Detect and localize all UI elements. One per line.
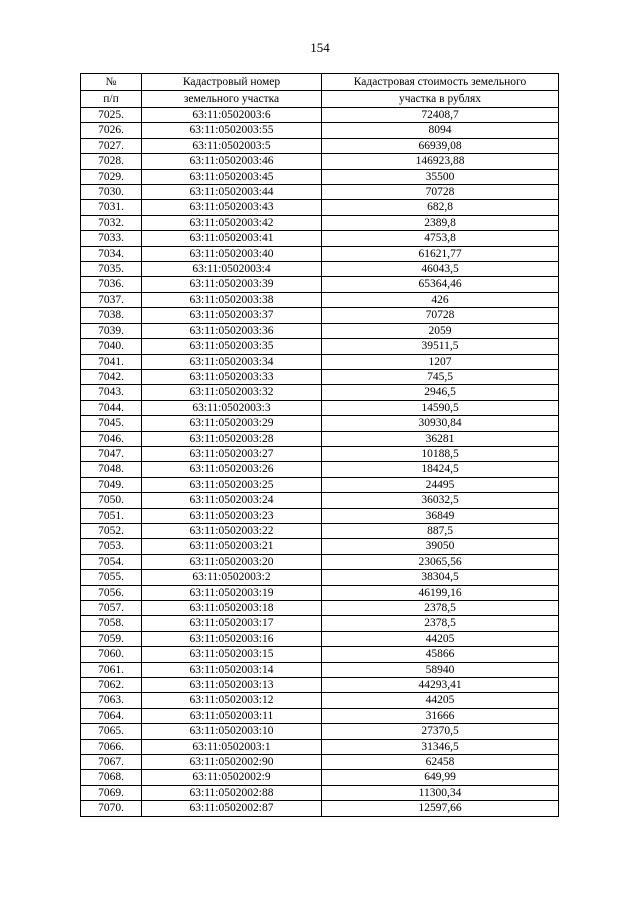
row-number-cell: 7039. — [81, 323, 142, 338]
cadastral-number-cell: 63:11:0502003:29 — [142, 416, 322, 431]
table-row — [81, 339, 559, 354]
table-row — [81, 539, 559, 554]
table-body — [81, 108, 559, 817]
table-row — [81, 601, 559, 616]
table-row — [81, 231, 559, 246]
cadastral-number-cell: 63:11:0502003:3 — [142, 400, 322, 415]
cadastral-value-cell: 14590,5 — [322, 400, 559, 415]
header-row-2 — [81, 91, 559, 108]
cadastral-value-cell: 44293,41 — [322, 678, 559, 693]
cadastral-number-cell: 63:11:0502002:9 — [142, 770, 322, 785]
table-row — [81, 477, 559, 492]
cadastral-number-cell: 63:11:0502003:40 — [142, 246, 322, 261]
cadastral-number-cell: 63:11:0502003:19 — [142, 585, 322, 600]
row-number-cell: 7054. — [81, 554, 142, 569]
header-cadastral-value-line1: Кадастровая стоимость земельного — [322, 74, 559, 91]
row-number-cell: 7045. — [81, 416, 142, 431]
row-number-cell: 7055. — [81, 570, 142, 585]
table-row — [81, 215, 559, 230]
cadastral-value-cell: 10188,5 — [322, 446, 559, 461]
table-row — [81, 400, 559, 415]
cadastral-value-cell: 39511,5 — [322, 339, 559, 354]
cadastral-number-cell: 63:11:0502003:38 — [142, 292, 322, 307]
cadastral-number-cell: 63:11:0502003:24 — [142, 493, 322, 508]
row-number-cell: 7027. — [81, 138, 142, 153]
table-row — [81, 246, 559, 261]
cadastral-number-cell: 63:11:0502003:36 — [142, 323, 322, 338]
table-row — [81, 631, 559, 646]
cadastral-number-cell: 63:11:0502003:43 — [142, 200, 322, 215]
cadastral-number-cell: 63:11:0502003:23 — [142, 508, 322, 523]
cadastral-value-cell: 31666 — [322, 708, 559, 723]
row-number-cell: 7032. — [81, 215, 142, 230]
row-number-cell: 7059. — [81, 631, 142, 646]
table-row — [81, 755, 559, 770]
cadastral-value-cell: 2378,5 — [322, 616, 559, 631]
table-row — [81, 154, 559, 169]
cadastral-value-cell: 62458 — [322, 755, 559, 770]
cadastral-number-cell: 63:11:0502003:16 — [142, 631, 322, 646]
row-number-cell: 7041. — [81, 354, 142, 369]
cadastral-value-cell: 30930,84 — [322, 416, 559, 431]
row-number-cell: 7036. — [81, 277, 142, 292]
cadastral-number-cell: 63:11:0502003:42 — [142, 215, 322, 230]
cadastral-value-cell: 61621,77 — [322, 246, 559, 261]
cadastral-value-cell: 66939,08 — [322, 138, 559, 153]
cadastral-value-cell: 23065,56 — [322, 554, 559, 569]
cadastral-value-cell: 36281 — [322, 431, 559, 446]
table-row — [81, 616, 559, 631]
table-row — [81, 554, 559, 569]
page-number: 154 — [310, 40, 330, 55]
cadastral-number-cell: 63:11:0502003:32 — [142, 385, 322, 400]
table-header — [81, 74, 559, 108]
cadastral-value-cell: 2389,8 — [322, 215, 559, 230]
cadastral-number-cell: 63:11:0502003:10 — [142, 724, 322, 739]
cadastral-number-cell: 63:11:0502003:20 — [142, 554, 322, 569]
cadastral-value-table — [80, 73, 559, 817]
cadastral-value-cell: 27370,5 — [322, 724, 559, 739]
table-row — [81, 354, 559, 369]
cadastral-number-cell: 63:11:0502003:34 — [142, 354, 322, 369]
row-number-cell: 7035. — [81, 262, 142, 277]
cadastral-value-cell: 2378,5 — [322, 601, 559, 616]
row-number-cell: 7052. — [81, 523, 142, 538]
table-row — [81, 739, 559, 754]
cadastral-number-cell: 63:11:0502003:22 — [142, 523, 322, 538]
cadastral-value-cell: 2059 — [322, 323, 559, 338]
row-number-cell: 7038. — [81, 308, 142, 323]
cadastral-value-cell: 58940 — [322, 662, 559, 677]
cadastral-value-cell: 745,5 — [322, 369, 559, 384]
cadastral-value-cell: 46043,5 — [322, 262, 559, 277]
header-number-line2: п/п — [81, 91, 142, 108]
table-row — [81, 292, 559, 307]
cadastral-number-cell: 63:11:0502003:45 — [142, 169, 322, 184]
cadastral-number-cell: 63:11:0502003:35 — [142, 339, 322, 354]
table-row — [81, 493, 559, 508]
row-number-cell: 7028. — [81, 154, 142, 169]
cadastral-value-cell: 38304,5 — [322, 570, 559, 585]
cadastral-value-cell: 682,8 — [322, 200, 559, 215]
table-row — [81, 801, 559, 816]
table-row — [81, 770, 559, 785]
header-number-line1: № — [81, 74, 142, 91]
table-row — [81, 200, 559, 215]
cadastral-value-cell: 36032,5 — [322, 493, 559, 508]
cadastral-value-cell: 4753,8 — [322, 231, 559, 246]
cadastral-value-cell: 649,99 — [322, 770, 559, 785]
table-row — [81, 523, 559, 538]
table-row — [81, 323, 559, 338]
cadastral-number-cell: 63:11:0502003:15 — [142, 647, 322, 662]
row-number-cell: 7062. — [81, 678, 142, 693]
table-row — [81, 446, 559, 461]
cadastral-number-cell: 63:11:0502003:27 — [142, 446, 322, 461]
cadastral-number-cell: 63:11:0502002:90 — [142, 755, 322, 770]
row-number-cell: 7040. — [81, 339, 142, 354]
header-cadastral-number-line2: земельного участка — [142, 91, 322, 108]
table-row — [81, 662, 559, 677]
table-row — [81, 308, 559, 323]
cadastral-value-cell: 146923,88 — [322, 154, 559, 169]
row-number-cell: 7050. — [81, 493, 142, 508]
table-row — [81, 385, 559, 400]
cadastral-value-cell: 44205 — [322, 693, 559, 708]
header-cadastral-value-line2: участка в рублях — [322, 91, 559, 108]
cadastral-value-cell: 36849 — [322, 508, 559, 523]
cadastral-number-cell: 63:11:0502003:1 — [142, 739, 322, 754]
table-row — [81, 708, 559, 723]
row-number-cell: 7049. — [81, 477, 142, 492]
cadastral-number-cell: 63:11:0502003:33 — [142, 369, 322, 384]
cadastral-number-cell: 63:11:0502003:14 — [142, 662, 322, 677]
table-row — [81, 169, 559, 184]
table-row — [81, 693, 559, 708]
row-number-cell: 7043. — [81, 385, 142, 400]
row-number-cell: 7061. — [81, 662, 142, 677]
row-number-cell: 7064. — [81, 708, 142, 723]
cadastral-value-cell: 24495 — [322, 477, 559, 492]
table-row — [81, 570, 559, 585]
table-row — [81, 369, 559, 384]
table-row — [81, 785, 559, 800]
cadastral-number-cell: 63:11:0502003:11 — [142, 708, 322, 723]
row-number-cell: 7025. — [81, 108, 142, 123]
table-row — [81, 185, 559, 200]
cadastral-value-cell: 11300,34 — [322, 785, 559, 800]
cadastral-number-cell: 63:11:0502003:44 — [142, 185, 322, 200]
row-number-cell: 7069. — [81, 785, 142, 800]
cadastral-number-cell: 63:11:0502003:18 — [142, 601, 322, 616]
header-cadastral-number-line1: Кадастровый номер — [142, 74, 322, 91]
row-number-cell: 7068. — [81, 770, 142, 785]
cadastral-number-cell: 63:11:0502003:2 — [142, 570, 322, 585]
row-number-cell: 7046. — [81, 431, 142, 446]
cadastral-number-cell: 63:11:0502003:39 — [142, 277, 322, 292]
row-number-cell: 7065. — [81, 724, 142, 739]
cadastral-value-cell: 18424,5 — [322, 462, 559, 477]
row-number-cell: 7042. — [81, 369, 142, 384]
cadastral-value-cell: 2946,5 — [322, 385, 559, 400]
cadastral-value-cell: 46199,16 — [322, 585, 559, 600]
row-number-cell: 7070. — [81, 801, 142, 816]
row-number-cell: 7058. — [81, 616, 142, 631]
row-number-cell: 7037. — [81, 292, 142, 307]
row-number-cell: 7030. — [81, 185, 142, 200]
row-number-cell: 7044. — [81, 400, 142, 415]
cadastral-number-cell: 63:11:0502003:5 — [142, 138, 322, 153]
cadastral-value-cell: 65364,46 — [322, 277, 559, 292]
cadastral-number-cell: 63:11:0502003:46 — [142, 154, 322, 169]
row-number-cell: 7053. — [81, 539, 142, 554]
table-row — [81, 108, 559, 123]
row-number-cell: 7060. — [81, 647, 142, 662]
cadastral-value-cell: 44205 — [322, 631, 559, 646]
row-number-cell: 7066. — [81, 739, 142, 754]
cadastral-value-cell: 12597,66 — [322, 801, 559, 816]
cadastral-value-cell: 70728 — [322, 185, 559, 200]
table-row — [81, 678, 559, 693]
row-number-cell: 7063. — [81, 693, 142, 708]
cadastral-number-cell: 63:11:0502003:25 — [142, 477, 322, 492]
cadastral-number-cell: 63:11:0502003:41 — [142, 231, 322, 246]
row-number-cell: 7056. — [81, 585, 142, 600]
cadastral-value-cell: 887,5 — [322, 523, 559, 538]
table-row — [81, 462, 559, 477]
cadastral-number-cell: 63:11:0502003:21 — [142, 539, 322, 554]
cadastral-value-cell: 31346,5 — [322, 739, 559, 754]
cadastral-number-cell: 63:11:0502003:12 — [142, 693, 322, 708]
table-row — [81, 431, 559, 446]
table-row — [81, 277, 559, 292]
cadastral-number-cell: 63:11:0502003:26 — [142, 462, 322, 477]
cadastral-number-cell: 63:11:0502003:37 — [142, 308, 322, 323]
cadastral-value-cell: 70728 — [322, 308, 559, 323]
row-number-cell: 7051. — [81, 508, 142, 523]
table-row — [81, 647, 559, 662]
table-row — [81, 138, 559, 153]
cadastral-number-cell: 63:11:0502003:55 — [142, 123, 322, 138]
table-row — [81, 585, 559, 600]
table-row — [81, 724, 559, 739]
table-row — [81, 123, 559, 138]
table-row — [81, 508, 559, 523]
row-number-cell: 7057. — [81, 601, 142, 616]
row-number-cell: 7033. — [81, 231, 142, 246]
table-row — [81, 416, 559, 431]
cadastral-value-cell: 72408,7 — [322, 108, 559, 123]
row-number-cell: 7026. — [81, 123, 142, 138]
cadastral-number-cell: 63:11:0502002:88 — [142, 785, 322, 800]
row-number-cell: 7034. — [81, 246, 142, 261]
row-number-cell: 7029. — [81, 169, 142, 184]
cadastral-value-cell: 8094 — [322, 123, 559, 138]
cadastral-number-cell: 63:11:0502003:28 — [142, 431, 322, 446]
cadastral-number-cell: 63:11:0502003:17 — [142, 616, 322, 631]
row-number-cell: 7031. — [81, 200, 142, 215]
cadastral-number-cell: 63:11:0502003:4 — [142, 262, 322, 277]
cadastral-value-cell: 1207 — [322, 354, 559, 369]
cadastral-value-cell: 45866 — [322, 647, 559, 662]
cadastral-number-cell: 63:11:0502003:6 — [142, 108, 322, 123]
cadastral-value-cell: 39050 — [322, 539, 559, 554]
header-row-1 — [81, 74, 559, 91]
row-number-cell: 7047. — [81, 446, 142, 461]
cadastral-value-cell: 35500 — [322, 169, 559, 184]
row-number-cell: 7067. — [81, 755, 142, 770]
cadastral-number-cell: 63:11:0502003:13 — [142, 678, 322, 693]
cadastral-number-cell: 63:11:0502002:87 — [142, 801, 322, 816]
cadastral-value-cell: 426 — [322, 292, 559, 307]
table-row — [81, 262, 559, 277]
row-number-cell: 7048. — [81, 462, 142, 477]
